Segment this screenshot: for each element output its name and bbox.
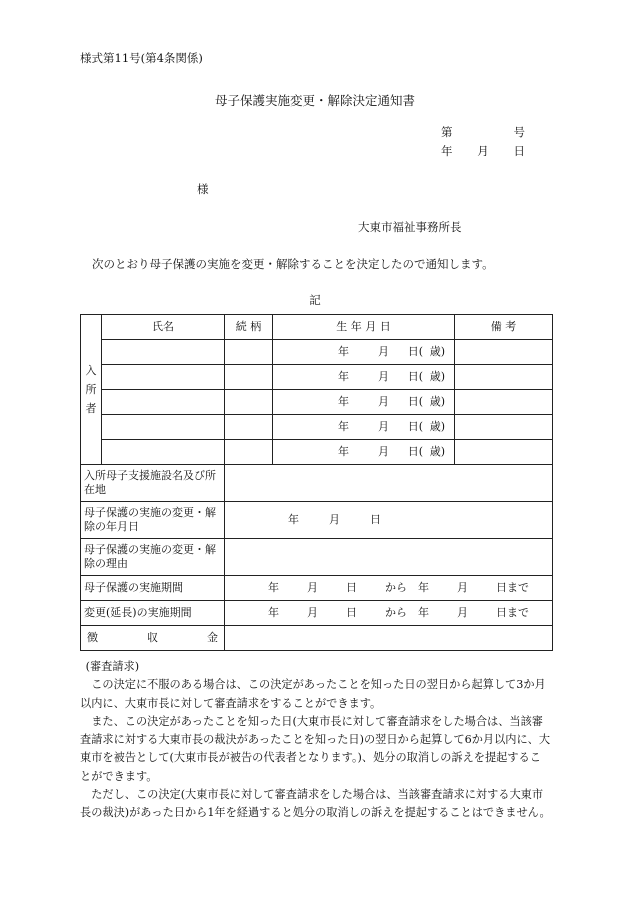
resident-row xyxy=(81,340,553,365)
appeal-section xyxy=(80,658,552,823)
ext-from-year: 年 xyxy=(268,606,279,619)
birth-header: 生 年 月 日 xyxy=(273,315,455,340)
birth-day: 日( xyxy=(407,420,423,433)
reason-row xyxy=(81,539,553,576)
relation-cell[interactable] xyxy=(225,390,273,415)
period-to-year: 年 xyxy=(418,581,429,594)
fee-char: 徴 xyxy=(87,631,98,644)
name-cell[interactable] xyxy=(102,390,225,415)
ki-marker: 記 xyxy=(309,293,321,307)
birth-age: 歳) xyxy=(429,420,445,433)
document-title: 母子保護実施変更・解除決定通知書 xyxy=(214,93,415,108)
name-cell[interactable] xyxy=(102,440,225,465)
birth-year: 年 xyxy=(338,395,349,408)
appeal-paragraph: この決定に不服のある場合は、この決定があったことを知った日の翌日から起算して3か月以内に、大東市長に対して審査請求をすることができます。 xyxy=(80,678,546,710)
reason-value[interactable] xyxy=(225,539,553,576)
ext-from-month: 月 xyxy=(307,606,318,619)
reason-label: 母子保護の実施の変更・解除の理由 xyxy=(81,539,225,576)
period-row xyxy=(81,576,553,601)
relation-cell[interactable] xyxy=(225,440,273,465)
period-to-day: 日まで xyxy=(496,581,529,594)
birth-age: 歳) xyxy=(429,445,445,458)
birth-month: 月 xyxy=(378,395,389,408)
intro-text: 次のとおり母子保護の実施を変更・解除することを決定したので通知します。 xyxy=(92,257,494,271)
appeal-paragraph: また、この決定があったことを知った日(大東市長に対して審査請求をした場合は、当該審査請求に対する大東市長の裁決があったことを知った日)の翌日から起算して6か月以内に、大東市を被告として(大東市長が被告の代表者となります。)、処分の取消しの訴えを提起することができます。 xyxy=(80,714,551,783)
facility-label: 入所母子支援施設名及び所在地 xyxy=(81,465,225,502)
birth-day: 日( xyxy=(407,370,423,383)
birth-cell[interactable] xyxy=(273,365,455,390)
appeal-paragraph: ただし、この決定(大東市長に対して審査請求をした場合は、当該審査請求に対する大東市長の裁決)があった日から1年を経過すると処分の取消しの訴えを提起することはできません。 xyxy=(80,788,551,820)
name-cell[interactable] xyxy=(102,340,225,365)
birth-month: 月 xyxy=(378,420,389,433)
change-year: 年 xyxy=(288,513,299,526)
document-number-line xyxy=(441,124,525,140)
birth-month: 月 xyxy=(378,370,389,383)
ext-from-day: 日 xyxy=(346,606,357,619)
birth-cell[interactable] xyxy=(273,415,455,440)
resident-char: 者 xyxy=(85,402,97,415)
facility-row xyxy=(81,465,553,502)
birth-day: 日( xyxy=(407,395,423,408)
birth-cell[interactable] xyxy=(273,390,455,415)
name-header: 氏名 xyxy=(102,315,225,340)
relation-cell[interactable] xyxy=(225,365,273,390)
birth-month: 月 xyxy=(378,445,389,458)
resident-row xyxy=(81,365,553,390)
period-from-month: 月 xyxy=(307,581,318,594)
header-row xyxy=(81,315,553,340)
relation-header: 続 柄 xyxy=(225,315,273,340)
remarks-cell[interactable] xyxy=(455,340,553,365)
date-month: 月 xyxy=(477,144,489,158)
period-from-year: 年 xyxy=(268,581,279,594)
ext-from-kara: から xyxy=(385,606,407,619)
name-cell[interactable] xyxy=(102,415,225,440)
resident-header xyxy=(81,315,102,465)
period-value[interactable] xyxy=(225,576,553,601)
birth-day: 日( xyxy=(407,445,423,458)
remarks-cell[interactable] xyxy=(455,415,553,440)
period-to-month: 月 xyxy=(457,581,468,594)
remarks-cell[interactable] xyxy=(455,440,553,465)
document-date-line xyxy=(441,143,525,159)
extended-period-label: 変更(延長)の実施期間 xyxy=(81,601,225,626)
birth-year: 年 xyxy=(338,345,349,358)
change-date-label: 母子保護の実施の変更・解除の年月日 xyxy=(81,502,225,539)
form-number: 様式第11号(第4条関係) xyxy=(80,51,203,65)
detail-table xyxy=(80,314,553,651)
resident-row xyxy=(81,440,553,465)
period-from-day: 日 xyxy=(346,581,357,594)
recipient-suffix: 様 xyxy=(197,182,209,196)
relation-cell[interactable] xyxy=(225,340,273,365)
change-day: 日 xyxy=(370,513,381,526)
date-day: 日 xyxy=(513,144,525,158)
name-cell[interactable] xyxy=(102,365,225,390)
extended-period-row xyxy=(81,601,553,626)
remarks-header: 備 考 xyxy=(455,315,553,340)
fee-char: 金 xyxy=(207,631,218,644)
change-date-value[interactable] xyxy=(225,502,553,539)
birth-month: 月 xyxy=(378,345,389,358)
remarks-cell[interactable] xyxy=(455,390,553,415)
date-year: 年 xyxy=(441,144,453,158)
resident-char: 入 xyxy=(85,364,97,377)
extended-period-value[interactable] xyxy=(225,601,553,626)
birth-day: 日( xyxy=(407,345,423,358)
resident-char: 所 xyxy=(85,383,97,396)
facility-value[interactable] xyxy=(225,465,553,502)
birth-cell[interactable] xyxy=(273,340,455,365)
birth-year: 年 xyxy=(338,445,349,458)
number-suffix: 号 xyxy=(513,125,525,139)
fee-value[interactable] xyxy=(225,626,553,651)
period-label: 母子保護の実施期間 xyxy=(81,576,225,601)
ext-to-year: 年 xyxy=(418,606,429,619)
appeal-heading: (審査請求) xyxy=(85,660,140,673)
resident-row xyxy=(81,415,553,440)
birth-age: 歳) xyxy=(429,395,445,408)
birth-age: 歳) xyxy=(429,345,445,358)
issuer: 大東市福祉事務所長 xyxy=(358,220,462,234)
period-from-kara: から xyxy=(385,581,407,594)
ext-to-month: 月 xyxy=(457,606,468,619)
change-month: 月 xyxy=(329,513,340,526)
relation-cell[interactable] xyxy=(225,415,273,440)
birth-cell[interactable] xyxy=(273,440,455,465)
change-date-row xyxy=(81,502,553,539)
birth-age: 歳) xyxy=(429,370,445,383)
fee-row xyxy=(81,626,553,651)
ext-to-day: 日まで xyxy=(496,606,529,619)
birth-year: 年 xyxy=(338,370,349,383)
fee-char: 収 xyxy=(147,631,158,644)
resident-row xyxy=(81,390,553,415)
remarks-cell[interactable] xyxy=(455,365,553,390)
number-prefix: 第 xyxy=(441,125,453,139)
birth-year: 年 xyxy=(338,420,349,433)
fee-label xyxy=(81,626,225,651)
